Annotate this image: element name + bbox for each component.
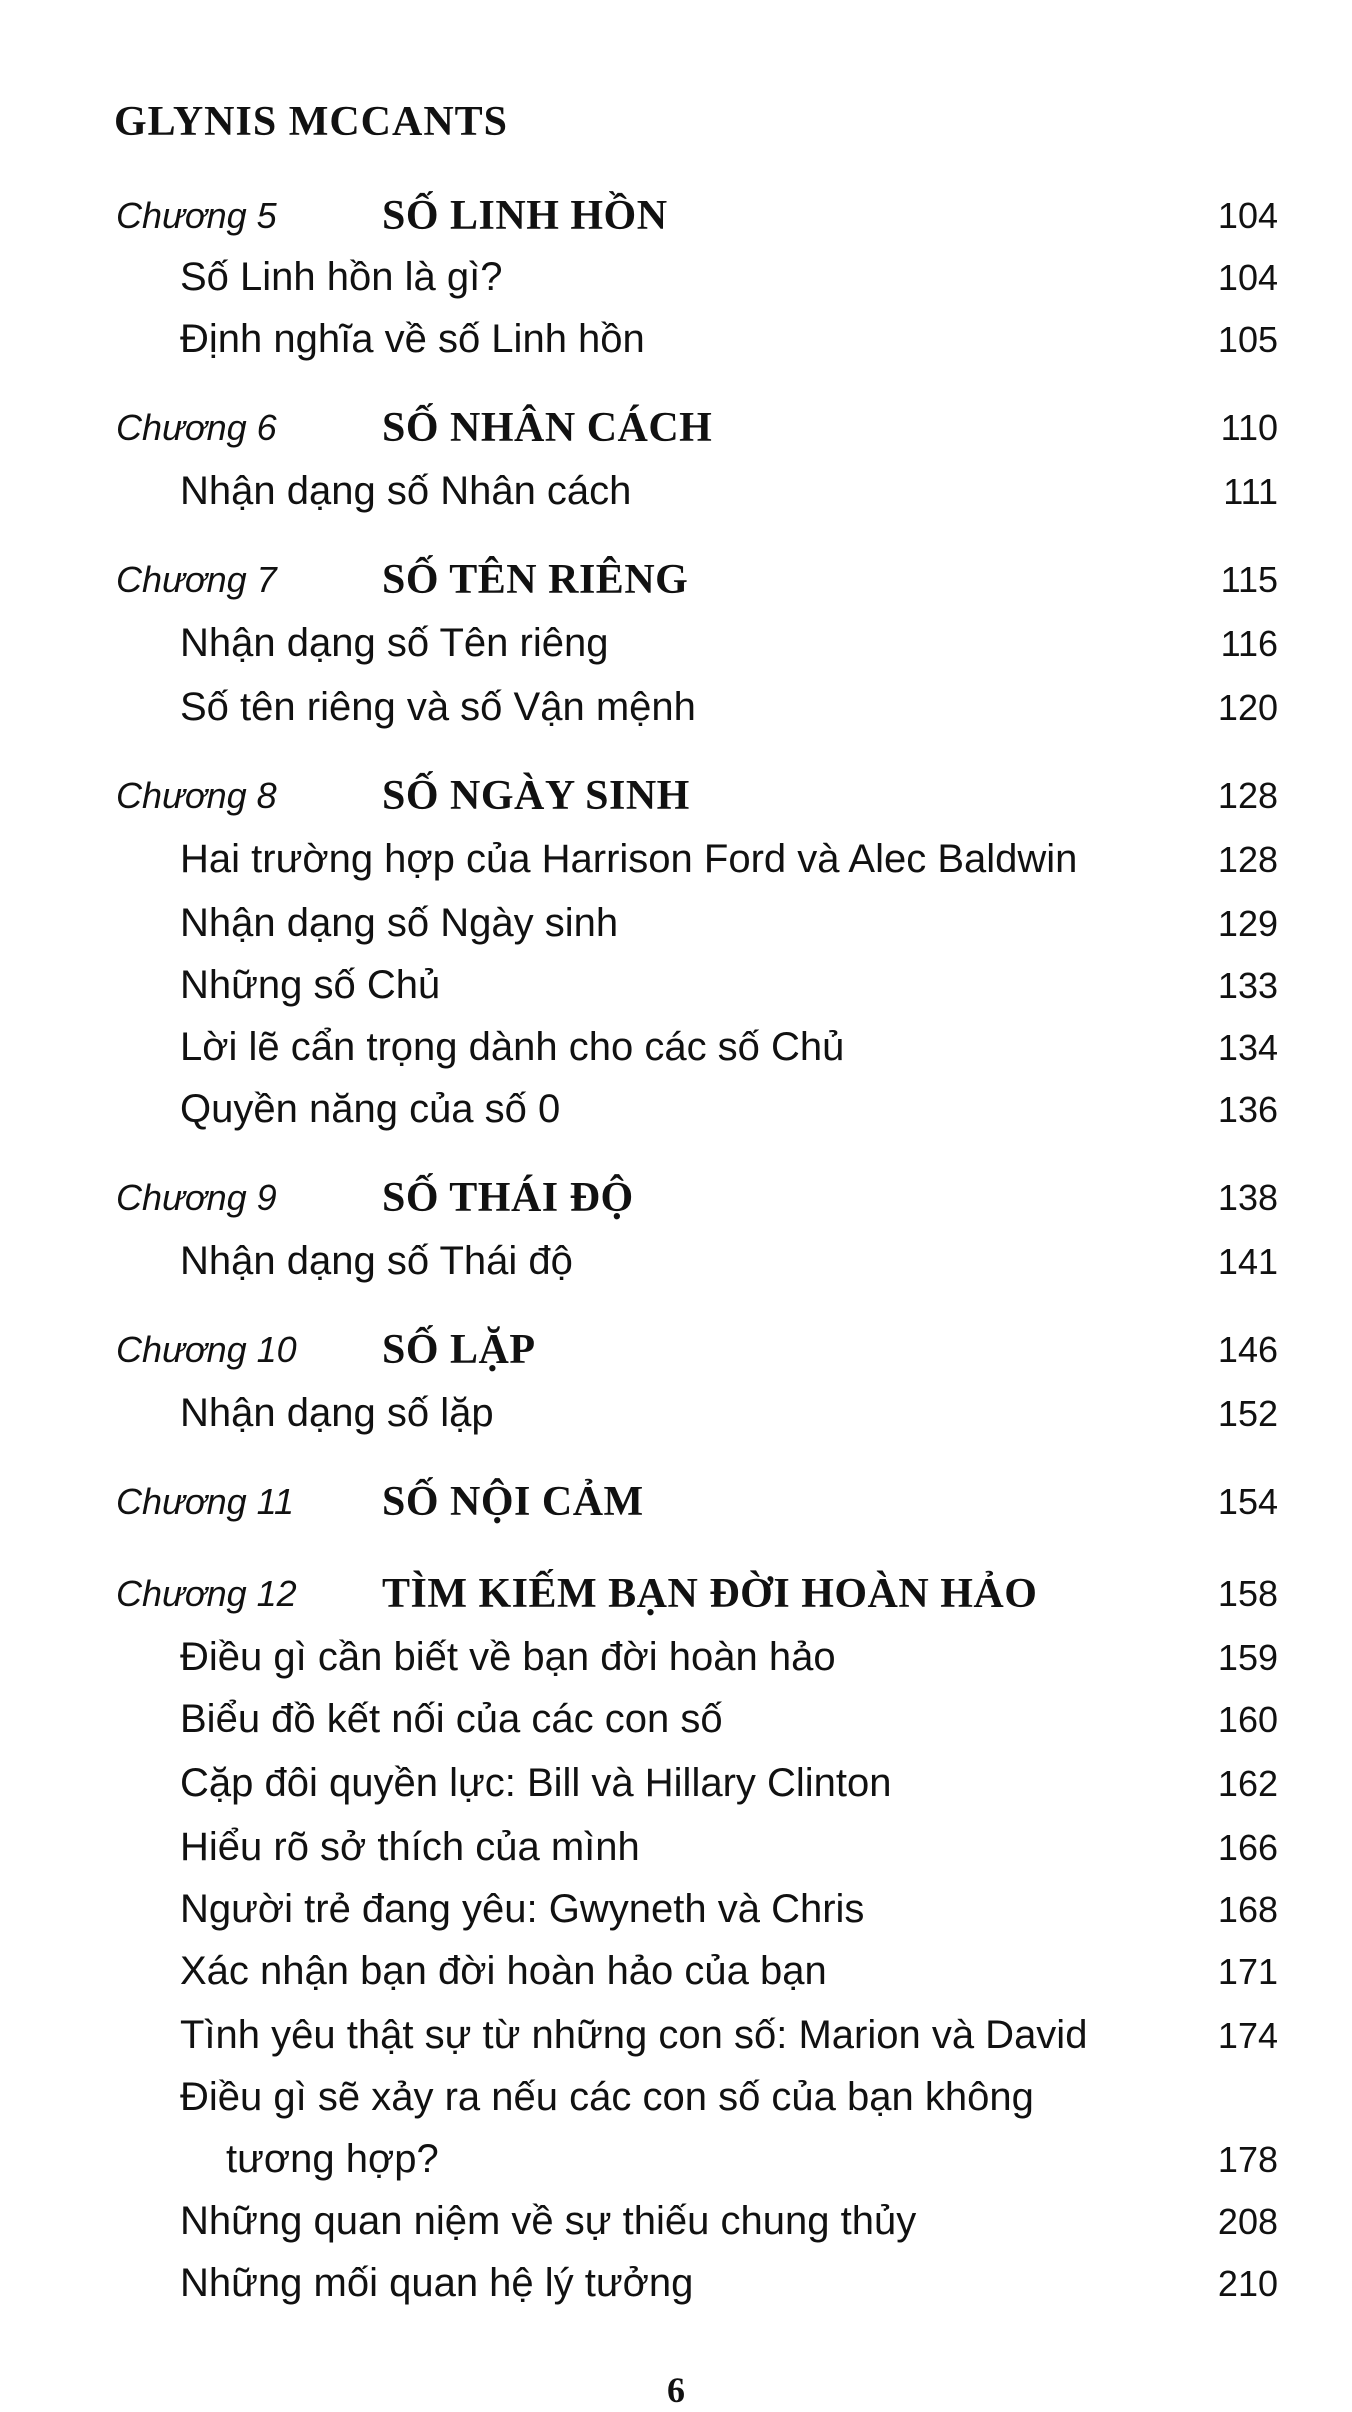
entry-title: Hiểu rõ sở thích của mình [180,1825,640,1869]
chapter-title: SỐ NỘI CẢM [382,1479,644,1525]
toc-chapter-row[interactable] [0,396,1352,460]
toc-entry-row[interactable] [0,892,1352,956]
page-number: 128 [1217,839,1278,880]
chapter-title: SỐ TÊN RIÊNG [382,557,689,603]
page-number: 105 [1217,319,1278,360]
entry-title: Nhận dạng số Ngày sinh [180,901,619,945]
chapter-title: SỐ NGÀY SINH [382,773,690,819]
toc-entry-row[interactable] [0,676,1352,740]
toc-entry-row[interactable] [0,1078,1352,1142]
chapter-label: Chương 10 [116,1329,297,1370]
page-number: 152 [1217,1393,1278,1434]
entry-title: Những số Chủ [180,963,441,1007]
entry-title: Quyền năng của số 0 [180,1087,561,1131]
entry-title: Biểu đồ kết nối của các con số [180,1697,723,1741]
entry-title: Điều gì cần biết về bạn đời hoàn hảo [180,1635,836,1679]
toc-chapter-row[interactable] [0,1318,1352,1382]
toc-entry-row[interactable] [0,2190,1352,2254]
page-number: 162 [1217,1763,1278,1804]
toc-chapter-row[interactable] [0,1562,1352,1626]
toc-chapter-row[interactable] [0,184,1352,248]
toc-entry-row[interactable] [0,1816,1352,1880]
entry-title: Những mối quan hệ lý tưởng [180,2261,694,2305]
chapter-title: SỐ THÁI ĐỘ [382,1175,634,1221]
entry-title: Cặp đôi quyền lực: Bill và Hillary Clinton [180,1761,892,1805]
toc-entry-row[interactable] [0,612,1352,676]
chapter-label: Chương 7 [116,559,277,600]
chapter-title: SỐ LẶP [382,1327,536,1373]
page-number: 146 [1217,1329,1278,1370]
chapter-title: SỐ NHÂN CÁCH [382,405,713,451]
chapter-label: Chương 11 [116,1481,295,1522]
entry-title: Những quan niệm về sự thiếu chung thủy [180,2199,917,2243]
chapter-title: TÌM KIẾM BẠN ĐỜI HOÀN HẢO [382,1571,1038,1617]
toc-chapter-row[interactable] [0,764,1352,828]
chapter-title: SỐ LINH HỒN [382,193,668,239]
page-number: 104 [1217,257,1278,298]
toc-entry-row[interactable] [0,460,1352,524]
toc-entry-row[interactable] [0,1230,1352,1294]
toc-entry-row[interactable] [0,1016,1352,1080]
page-number: 168 [1217,1889,1278,1930]
toc-chapter-row[interactable] [0,548,1352,612]
entry-title: Nhận dạng số Tên riêng [180,621,609,665]
page-number: 133 [1217,965,1278,1006]
entry-title: Hai trường hợp của Harrison Ford và Alec Baldwin [180,837,1078,881]
page-number: 174 [1217,2015,1278,2056]
page-number: 128 [1217,775,1278,816]
toc-entry-row[interactable] [0,2004,1352,2068]
toc-entry-row[interactable] [0,1878,1352,1942]
page-number: 129 [1217,903,1278,944]
entry-title-line-1: Điều gì sẽ xảy ra nếu các con số của bạn không [180,2075,1034,2119]
page-number: 136 [1217,1089,1278,1130]
toc-entry-row[interactable] [0,2252,1352,2316]
page-number: 120 [1217,687,1278,728]
chapter-label: Chương 8 [116,775,277,816]
toc-entry-row[interactable] [0,308,1352,372]
entry-title: Nhận dạng số Thái độ [180,1239,573,1283]
running-header-author: GLYNIS MCCANTS [114,99,509,145]
entry-title: Số tên riêng và số Vận mệnh [180,685,696,729]
entry-title: Người trẻ đang yêu: Gwyneth và Chris [180,1887,865,1931]
page-number: 166 [1217,1827,1278,1868]
toc-chapter-row[interactable] [0,1166,1352,1230]
page-number: 208 [1217,2201,1278,2242]
toc-chapter-row[interactable] [0,1470,1352,1534]
toc-entry-row[interactable] [0,1688,1352,1752]
entry-title: Xác nhận bạn đời hoàn hảo của bạn [180,1949,827,1993]
toc-entry-row[interactable] [0,828,1352,892]
page-number-footer: 6 [667,2370,685,2410]
toc-entry-row[interactable] [0,954,1352,1018]
toc-entry-row[interactable] [0,1382,1352,1446]
entry-title: Tình yêu thật sự từ những con số: Marion và David [180,2013,1088,2057]
page-number: 111 [1223,471,1278,512]
page-number: 104 [1217,195,1278,236]
toc-entry-row[interactable] [0,1940,1352,2004]
entry-title-line-2: tương hợp? [226,2137,439,2181]
chapter-label: Chương 9 [116,1177,277,1218]
toc-entry-row[interactable] [0,1626,1352,1690]
chapter-label: Chương 6 [116,407,277,448]
entry-title [180,2066,1180,2190]
page-number: 141 [1217,1241,1278,1282]
page-number: 138 [1217,1177,1278,1218]
page-number: 171 [1217,1951,1278,1992]
page-number: 210 [1217,2263,1278,2304]
chapter-label: Chương 5 [116,195,277,236]
entry-title: Định nghĩa về số Linh hồn [180,317,645,361]
toc-entry-row[interactable] [0,1752,1352,1816]
page-number: 115 [1220,559,1278,600]
entry-title: Nhận dạng số Nhân cách [180,469,632,513]
entry-title: Lời lẽ cẩn trọng dành cho các số Chủ [180,1025,845,1069]
toc-entry-row[interactable] [0,246,1352,310]
page-number: 178 [1217,2139,1278,2180]
page-number: 154 [1217,1481,1278,1522]
page-number: 110 [1220,407,1278,448]
page-number: 159 [1217,1637,1278,1678]
entry-title: Nhận dạng số lặp [180,1391,494,1435]
page-number: 116 [1220,623,1278,664]
page-number: 158 [1217,1573,1278,1614]
entry-title: Số Linh hồn là gì? [180,255,503,299]
toc-entry-row[interactable] [0,2066,1352,2190]
page-number: 160 [1217,1699,1278,1740]
chapter-label: Chương 12 [116,1573,297,1614]
page-number: 134 [1217,1027,1278,1068]
